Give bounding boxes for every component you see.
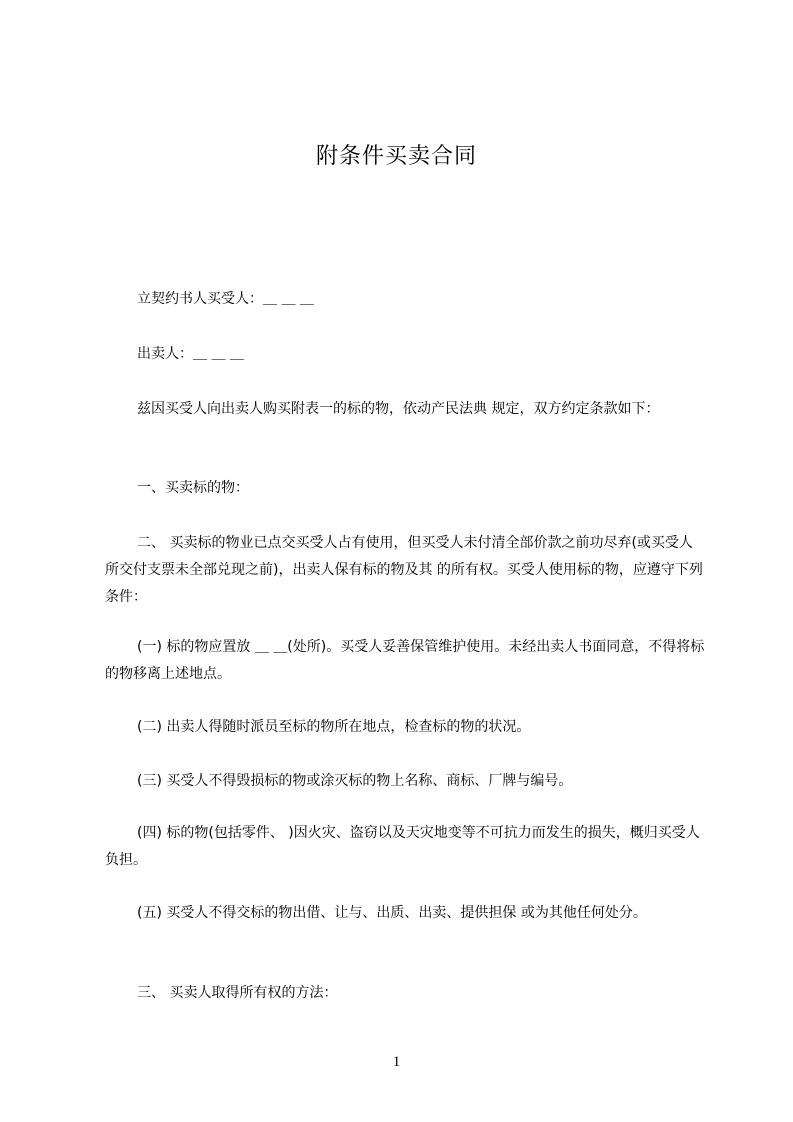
- clause-two-paragraph: (二) 出卖人得随时派员至标的物所在地点，检查标的物的状况。: [137, 719, 531, 735]
- section-two-paragraph: 二、 买卖标的物业已点交买受人占有使用，但买受人未付清全部价款之前功尽弃(或买受人所交付支票未全部兑现之前)，出卖人保有标的物及其 的所有权。买受人使用标的物，应遵守下列条件：: [105, 535, 703, 605]
- document-title: 附条件买卖合同: [315, 144, 477, 169]
- page-number: 1: [392, 1054, 401, 1070]
- section-three-heading: 三、 买卖人取得所有权的方法：: [137, 985, 338, 1001]
- section-one-heading: 一、买卖标的物：: [137, 480, 249, 496]
- clause-three-paragraph: (三) 买受人不得毁损标的物或涂灭标的物上名称、商标、厂牌与编号。: [137, 773, 573, 789]
- seller-line: 出卖人：＿ ＿ ＿: [137, 346, 244, 362]
- preamble-paragraph: 兹因买受人向出卖人购买附表一的标的物，依动产民法典 规定，双方约定条款如下：: [137, 401, 660, 417]
- clause-five-paragraph: (五) 买受人不得交标的物出借、让与、出质、出卖、提供担保 或为其他任何处分。: [137, 905, 647, 921]
- buyer-line: 立契约书人买受人：＿ ＿ ＿: [137, 291, 314, 307]
- clause-four-paragraph: (四) 标的物(包括零件、 )因火灾、盗窃以及天灾地变等不可抗力而发生的损失，概归买受人负担。: [105, 825, 700, 868]
- clause-one-paragraph: (一) 标的物应置放 ＿ ＿(处所)。买受人妥善保管维护使用。未经出卖人书面同意，不得将标的物移离上述地点。: [105, 639, 705, 682]
